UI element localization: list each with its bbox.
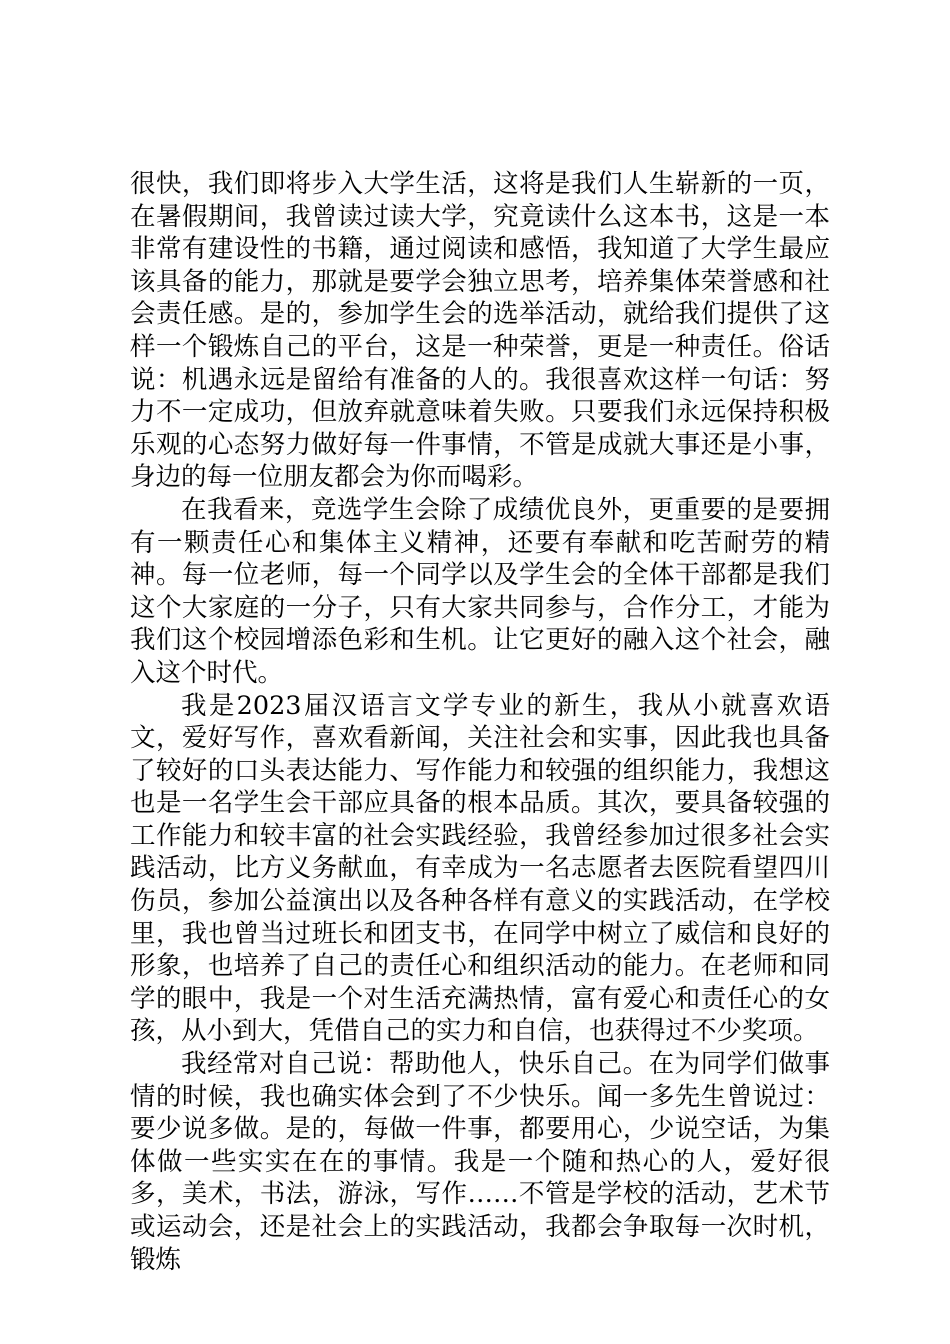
paragraph-responsibility: 在我看来，竞选学生会除了成绩优良外，更重要的是要拥有一颗责任心和集体主义精神，还要有奉献和吃苦耐劳的精神。每一位老师，每一个同学以及学生会的全体干部都是我们这个大家庭的一分子，只有大家共同参与，合作分工，才能为我们这个校园增添色彩和生机。让它更好的融入这个社会，融入这个时代。	[130, 494, 830, 688]
paragraph-intro: 很快，我们即将步入大学生活，这将是我们人生崭新的一页，在暑假期间，我曾读过读大学，究竟读什么这本书，这是一本非常有建设性的书籍，通过阅读和感悟，我知道了大学生最应该具备的能力，那就是要学会独立思考，培养集体荣誉感和社会责任感。是的，参加学生会的选举活动，就给我们提供了这样一个锻炼自己的平台，这是一种荣誉，更是一种责任。俗话说：机遇永远是留给有准备的人的。我很喜欢这样一句话：努力不一定成功，但放弃就意味着失败。只要我们永远保持积极乐观的心态努力做好每一件事情，不管是成就大事还是小事，身边的每一位朋友都会为你而喝彩。	[130, 169, 830, 493]
paragraph-self-introduction: 我是2023届汉语言文学专业的新生，我从小就喜欢语文，爱好写作，喜欢看新闻，关注社会和实事，因此我也具备了较好的口头表达能力、写作能力和较强的组织能力，我想这也是一名学生会干部应具备的根本品质。其次，要具备较强的工作能力和较丰富的社会实践经验，我曾经参加过很多社会实践活动，比方义务献血，有幸成为一名志愿者去医院看望四川伤员，参加公益演出以及各种各样有意义的实践活动，在学校里，我也曾当过班长和团支书，在同学中树立了威信和良好的形象，也培养了自己的责任心和组织活动的能力。在老师和同学的眼中，我是一个对生活充满热情，富有爱心和责任心的女孩，从小到大，凭借自己的实力和自信，也获得过不少奖项。	[130, 690, 830, 1047]
document-page	[130, 168, 830, 1276]
paragraph-helping-others: 我经常对自己说：帮助他人，快乐自己。在为同学们做事情的时候，我也确实体会到了不少快乐。闻一多先生曾说过：要少说多做。是的，每做一件事，都要用心，少说空话，为集体做一些实实在在的事情。我是一个随和热心的人，爱好很多，美术，书法，游泳，写作……不管是学校的活动，艺术节或运动会，还是社会上的实践活动，我都会争取每一次时机，锻炼	[130, 1049, 830, 1275]
